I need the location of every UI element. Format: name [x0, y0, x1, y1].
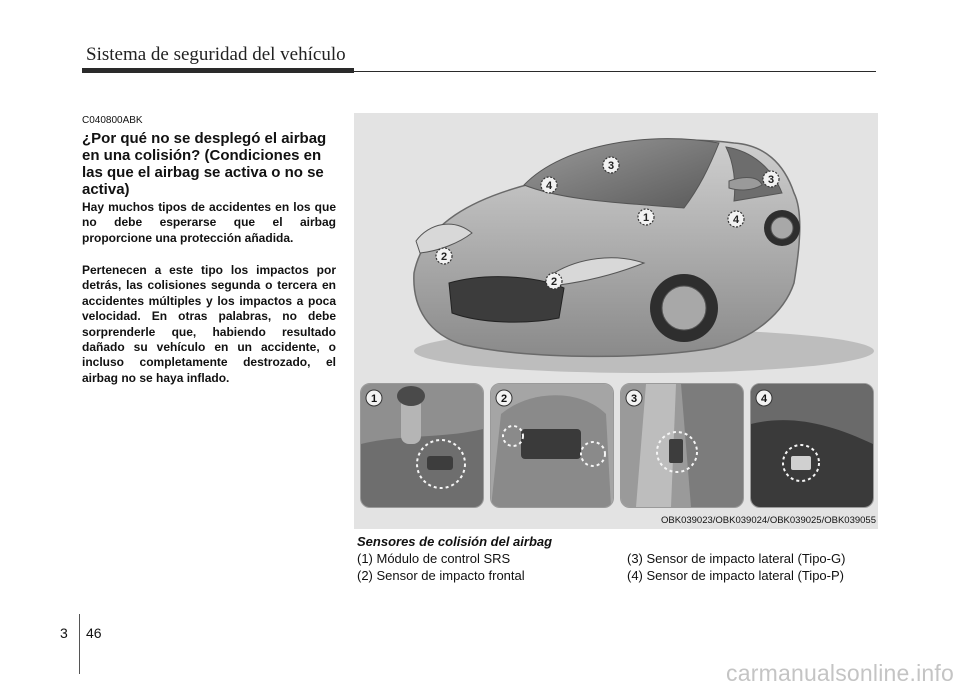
watermark: carmanualsonline.info [726, 660, 954, 686]
hero-marker-4-rear [728, 211, 744, 227]
header-bar [82, 68, 354, 73]
svg-text:2: 2 [550, 276, 558, 288]
footer-page-number: 46 [86, 625, 102, 641]
thumbnail-3 [620, 383, 744, 508]
hero-marker-2-right [546, 273, 562, 289]
thumbnail-4 [750, 383, 874, 508]
caption-item-1: (1) Módulo de control SRS [357, 551, 511, 566]
front-wheel-rim [662, 286, 706, 330]
rear-wheel-rim [771, 217, 793, 239]
paragraph-2: Pertenecen a este tipo los impactos por detrás, las colisiones segunda o tercera en accidentes múltiples y los impactos a poca velocidad. En otras palabras, no debe sorprenderle que, habiendo resultado dañado su vehículo en un accidente, o incluso completamente destrozado, el airbag no se haya inflado. [82, 263, 336, 385]
paragraph-1: Hay muchos tipos de accidentes en los que no debe esperarse que el airbag proporcione una protección añadida. [82, 200, 336, 245]
thumbnail-1 [360, 383, 484, 508]
svg-text:2: 2 [500, 393, 508, 405]
hero-marker-3-front [603, 157, 619, 173]
section-code: C040800ABK [82, 115, 143, 126]
page-header-title: Sistema de seguridad del vehículo [86, 44, 346, 65]
footer-section-number: 3 [60, 625, 68, 641]
hero-marker-4-front [541, 177, 557, 193]
hero-marker-1 [638, 209, 654, 225]
caption-title: Sensores de colisión del airbag [357, 534, 553, 549]
hero-marker-2-left [436, 248, 452, 264]
hero-marker-3-rear [763, 171, 779, 187]
thumbnail-2 [490, 383, 614, 508]
svg-text:1: 1 [370, 393, 378, 405]
svg-text:2: 2 [440, 251, 448, 263]
caption-item-3: (3) Sensor de impacto lateral (Tipo-G) [627, 551, 846, 566]
svg-text:4: 4 [760, 393, 768, 405]
svg-text:3: 3 [607, 160, 615, 172]
svg-text:4: 4 [545, 180, 553, 192]
car-illustration [354, 113, 878, 381]
header-rule [354, 71, 876, 72]
caption-item-4: (4) Sensor de impacto lateral (Tipo-P) [627, 568, 844, 583]
svg-text:3: 3 [767, 174, 775, 186]
airbag-sensor-figure [354, 113, 878, 529]
svg-text:3: 3 [630, 393, 638, 405]
figure-code: OBK039023/OBK039024/OBK039025/OBK039055 [661, 515, 876, 526]
svg-text:4: 4 [732, 214, 740, 226]
section-heading: ¿Por qué no se desplegó el airbag en una colisión? (Condiciones en las que el airbag se activa o no se activa) [82, 130, 327, 198]
svg-text:1: 1 [642, 212, 650, 224]
footer-rule [79, 614, 80, 674]
caption-item-2: (2) Sensor de impacto frontal [357, 568, 525, 583]
